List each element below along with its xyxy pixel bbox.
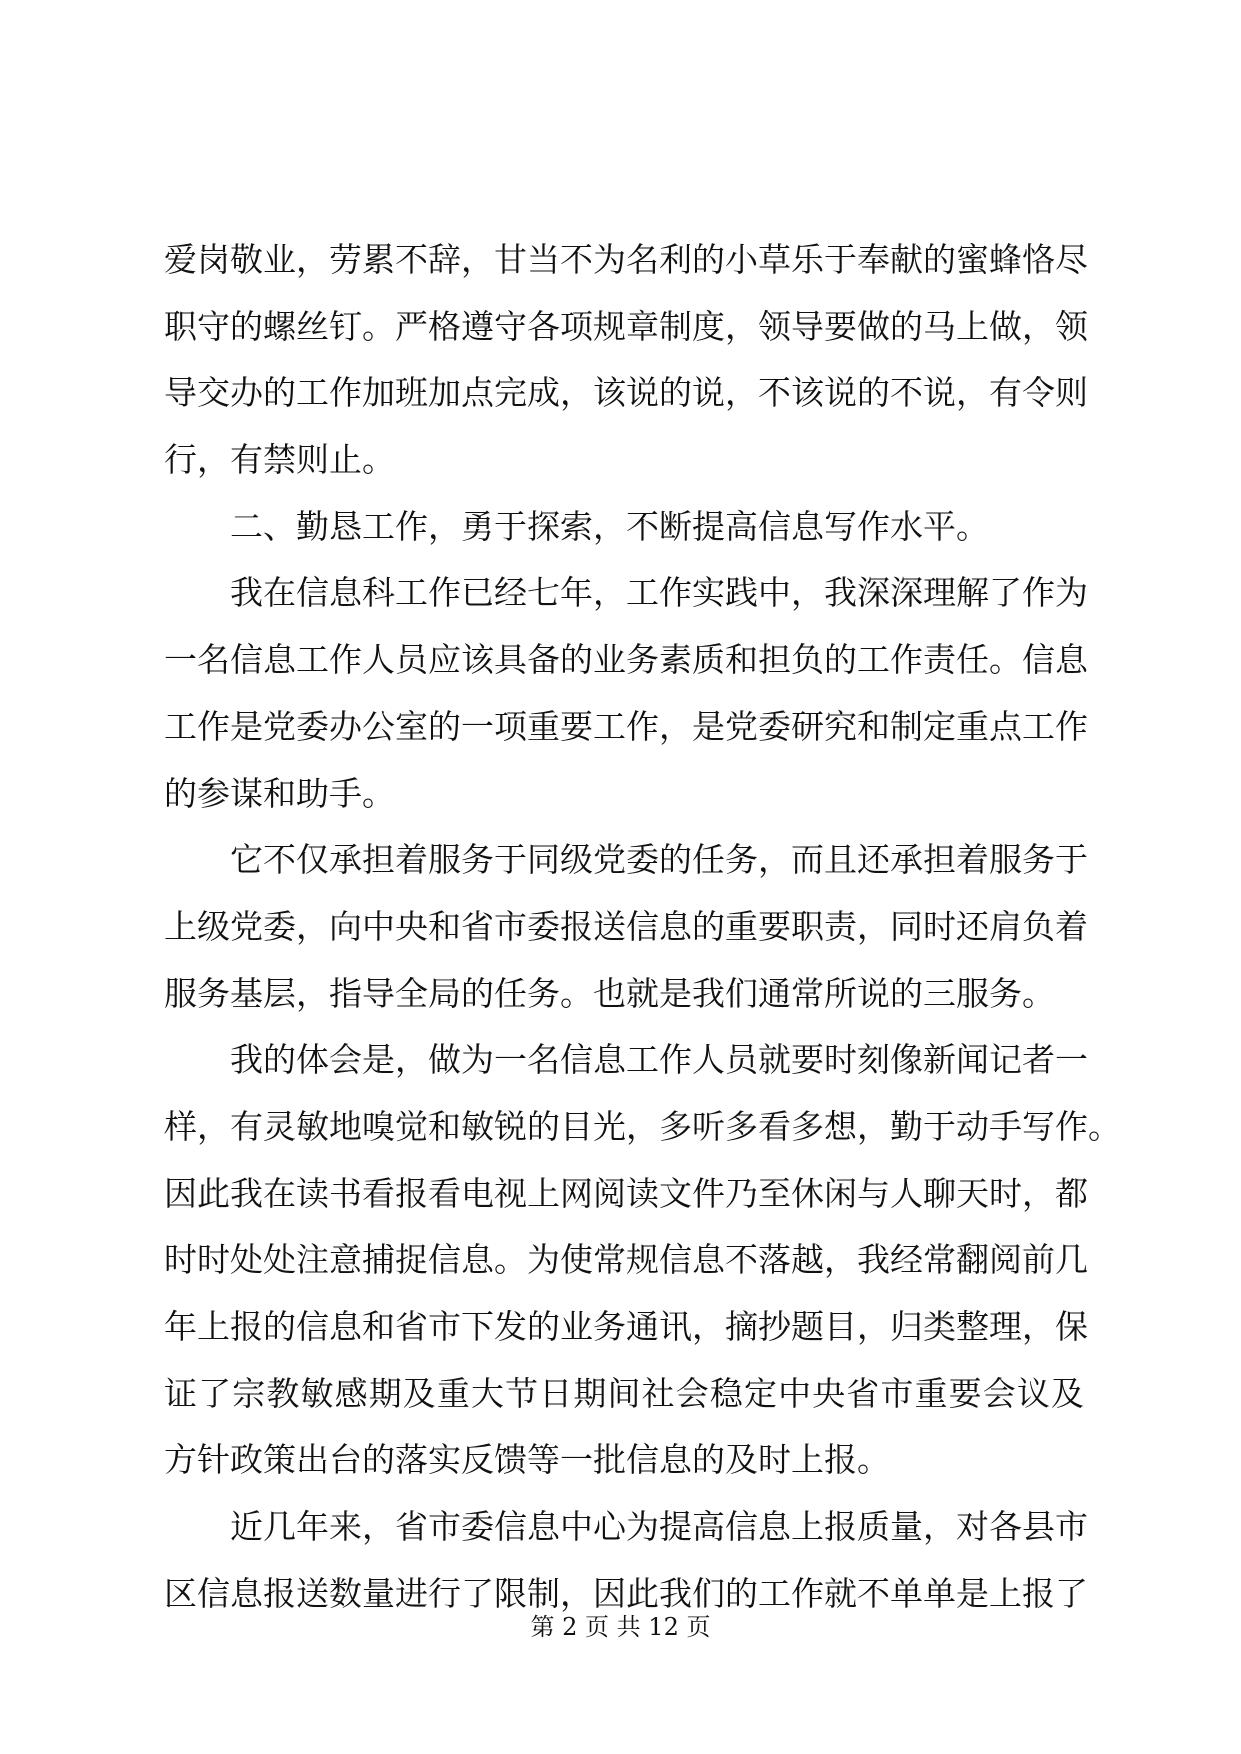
text-line: 年上报的信息和省市下发的业务通讯，摘抄题目，归类整理，保 (164, 1307, 1088, 1346)
text-line: 服务基层，指导全局的任务。也就是我们通常所说的三服务。 (164, 973, 1055, 1013)
text-line: 因此我在读书看报看电视上网阅读文件乃至休闲与人聊天时，都 (164, 1173, 1088, 1213)
text-line: 样，有灵敏地嗅觉和敏锐的目光，多听多看多想，勤于动手写作。 (164, 1106, 1121, 1146)
text-line: 我在信息科工作已经七年，工作实践中，我深深理解了作为 (230, 573, 1088, 613)
text-line: 方针政策出台的落实反馈等一批信息的及时上报。 (164, 1440, 890, 1480)
text-line: 的参谋和助手。 (164, 773, 395, 813)
text-line: 行，有禁则止。 (164, 440, 395, 480)
page-number-footer: 第 2 页 共 12 页 (530, 1613, 711, 1641)
text-line: 证了宗教敏感期及重大节日期间社会稳定中央省市重要会议及 (164, 1373, 1084, 1413)
text-line: 我的体会是，做为一名信息工作人员就要时刻像新闻记者一 (230, 1040, 1088, 1080)
text-line: 它不仅承担着服务于同级党委的任务，而且还承担着服务于 (230, 840, 1088, 880)
text-line: 近几年来，省市委信息中心为提高信息上报质量，对各县市 (230, 1507, 1088, 1547)
document-body (164, 227, 1121, 1627)
text-line: 工作是党委办公室的一项重要工作，是党委研究和制定重点工作 (164, 706, 1088, 746)
text-line: 职守的螺丝钉。严格遵守各项规章制度，领导要做的马上做，领 (164, 306, 1088, 346)
section-heading: 二、勤恳工作，勇于探索，不断提高信息写作水平。 (230, 506, 989, 546)
text-line: 一名信息工作人员应该具备的业务素质和担负的工作责任。信息 (164, 640, 1088, 680)
text-line: 时时处处注意捕捉信息。为使常规信息不落越，我经常翻阅前几 (164, 1240, 1088, 1280)
text-line: 区信息报送数量进行了限制，因此我们的工作就不单单是上报了 (164, 1573, 1088, 1613)
text-line: 导交办的工作加班加点完成，该说的说，不该说的不说，有令则 (164, 373, 1088, 413)
text-line: 爱岗敬业，劳累不辞，甘当不为名利的小草乐于奉献的蜜蜂恪尽 (164, 240, 1088, 279)
text-line: 上级党委，向中央和省市委报送信息的重要职责，同时还肩负着 (164, 906, 1088, 946)
